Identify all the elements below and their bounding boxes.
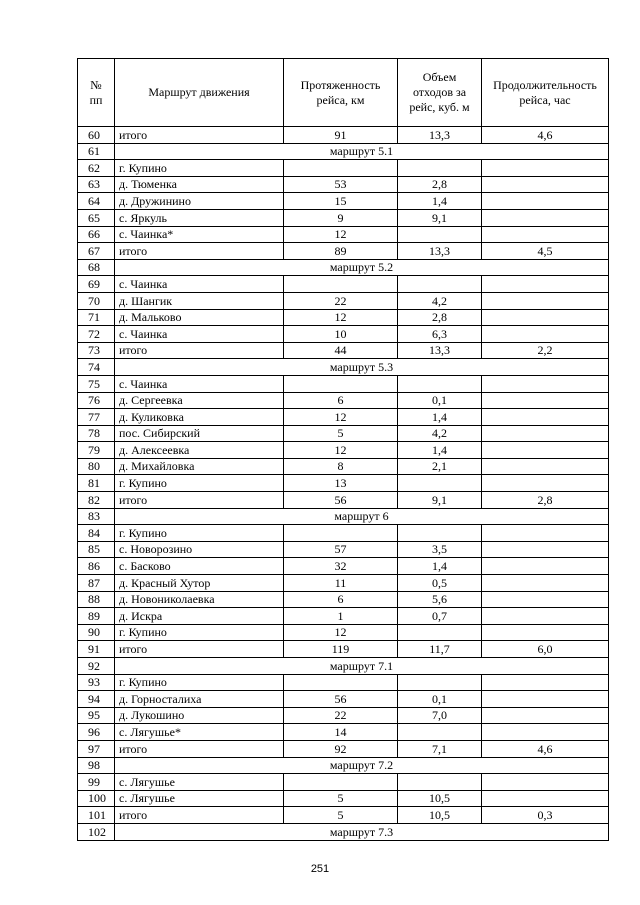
route-point: г. Купино: [115, 475, 284, 492]
waste-volume: 1,4: [398, 442, 482, 459]
table-row: [78, 458, 609, 475]
waste-volume: 10,5: [398, 790, 482, 807]
table-row: [78, 425, 609, 442]
trip-length: 22: [284, 707, 398, 724]
table-row: [78, 309, 609, 326]
page-number: 251: [310, 863, 330, 875]
row-number: 64: [78, 193, 115, 210]
route-point: д. Сергеевка: [115, 392, 284, 409]
row-number: 66: [78, 226, 115, 243]
table-row: [78, 475, 609, 492]
row-number: 88: [78, 591, 115, 608]
trip-duration: [482, 392, 609, 409]
route-point: итого: [115, 492, 284, 509]
trip-duration: [482, 276, 609, 293]
route-point: г. Купино: [115, 160, 284, 177]
trip-duration: 2,2: [482, 342, 609, 359]
trip-duration: [482, 624, 609, 641]
row-number: 100: [78, 790, 115, 807]
waste-volume: 5,6: [398, 591, 482, 608]
waste-volume: [398, 276, 482, 293]
waste-volume: [398, 475, 482, 492]
row-number: 70: [78, 292, 115, 309]
trip-length: 56: [284, 492, 398, 509]
waste-volume: 2,8: [398, 309, 482, 326]
row-number: 87: [78, 575, 115, 592]
trip-length: 44: [284, 342, 398, 359]
row-number: 97: [78, 740, 115, 757]
waste-volume: 13,3: [398, 243, 482, 260]
route-point: итого: [115, 243, 284, 260]
trip-duration: 4,6: [482, 740, 609, 757]
trip-duration: [482, 326, 609, 343]
route-point: с. Чаинка*: [115, 226, 284, 243]
route-point: д. Мальково: [115, 309, 284, 326]
total-row: [78, 127, 609, 144]
row-number: 95: [78, 707, 115, 724]
table-header-row: [78, 59, 609, 127]
row-number: 62: [78, 160, 115, 177]
row-number: 73: [78, 342, 115, 359]
row-number: 71: [78, 309, 115, 326]
trip-duration: [482, 409, 609, 426]
row-number: 68: [78, 259, 115, 276]
route-section-title: маршрут 7.3: [115, 823, 609, 840]
table-row: [78, 724, 609, 741]
waste-volume: 1,4: [398, 558, 482, 575]
trip-length: 89: [284, 243, 398, 260]
row-number: 75: [78, 375, 115, 392]
trip-length: 92: [284, 740, 398, 757]
trip-duration: 0,3: [482, 807, 609, 824]
trip-duration: [482, 790, 609, 807]
total-row: [78, 243, 609, 260]
table-row: [78, 209, 609, 226]
table-row: [78, 193, 609, 210]
route-section-title: маршрут 5.2: [115, 259, 609, 276]
header-volume: Объем отходов за рейс, куб. м: [398, 59, 482, 127]
route-section-title: маршрут 7.2: [115, 757, 609, 774]
table-row: [78, 160, 609, 177]
waste-volume: 7,1: [398, 740, 482, 757]
waste-volume: 11,7: [398, 641, 482, 658]
route-point: с. Чаинка: [115, 276, 284, 293]
route-point: д. Михайловка: [115, 458, 284, 475]
trip-length: [284, 674, 398, 691]
trip-duration: 4,6: [482, 127, 609, 144]
trip-duration: [482, 608, 609, 625]
row-number: 91: [78, 641, 115, 658]
waste-volume: 0,7: [398, 608, 482, 625]
total-row: [78, 641, 609, 658]
route-point: д. Дружинино: [115, 193, 284, 210]
waste-volume: [398, 160, 482, 177]
row-number: 81: [78, 475, 115, 492]
row-number: 65: [78, 209, 115, 226]
trip-length: 13: [284, 475, 398, 492]
route-point: д. Тюменка: [115, 176, 284, 193]
trip-length: 10: [284, 326, 398, 343]
waste-volume: [398, 226, 482, 243]
header-route: Маршрут движения: [115, 59, 284, 127]
routes-table: [77, 58, 609, 841]
trip-duration: 6,0: [482, 641, 609, 658]
row-number: 84: [78, 525, 115, 542]
waste-volume: [398, 624, 482, 641]
trip-duration: [482, 193, 609, 210]
total-row: [78, 740, 609, 757]
route-point: итого: [115, 740, 284, 757]
total-row: [78, 807, 609, 824]
row-number: 80: [78, 458, 115, 475]
waste-volume: [398, 525, 482, 542]
waste-volume: 13,3: [398, 342, 482, 359]
trip-duration: [482, 575, 609, 592]
trip-length: 8: [284, 458, 398, 475]
trip-length: 11: [284, 575, 398, 592]
route-point: итого: [115, 342, 284, 359]
waste-volume: 1,4: [398, 409, 482, 426]
route-point: с. Чаинка: [115, 375, 284, 392]
trip-length: 1: [284, 608, 398, 625]
row-number: 101: [78, 807, 115, 824]
route-point: д. Искра: [115, 608, 284, 625]
trip-length: 56: [284, 691, 398, 708]
route-point: д. Куликовка: [115, 409, 284, 426]
row-number: 77: [78, 409, 115, 426]
trip-duration: [482, 707, 609, 724]
trip-length: [284, 160, 398, 177]
trip-duration: [482, 774, 609, 791]
row-number: 89: [78, 608, 115, 625]
table-row: [78, 558, 609, 575]
waste-volume: 3,5: [398, 541, 482, 558]
waste-volume: 0,1: [398, 691, 482, 708]
route-section-row: [78, 359, 609, 376]
route-point: д. Горносталиха: [115, 691, 284, 708]
route-point: с. Чаинка: [115, 326, 284, 343]
route-section-row: [78, 757, 609, 774]
route-point: с. Басково: [115, 558, 284, 575]
row-number: 85: [78, 541, 115, 558]
row-number: 67: [78, 243, 115, 260]
trip-length: 6: [284, 392, 398, 409]
table-row: [78, 707, 609, 724]
trip-length: 22: [284, 292, 398, 309]
route-point: с. Лягушье: [115, 774, 284, 791]
total-row: [78, 492, 609, 509]
trip-duration: [482, 541, 609, 558]
waste-volume: 10,5: [398, 807, 482, 824]
route-section-row: [78, 658, 609, 675]
trip-length: 119: [284, 641, 398, 658]
trip-duration: [482, 425, 609, 442]
route-point: г. Купино: [115, 624, 284, 641]
row-number: 98: [78, 757, 115, 774]
waste-volume: [398, 724, 482, 741]
waste-volume: [398, 774, 482, 791]
trip-length: 12: [284, 442, 398, 459]
trip-duration: [482, 458, 609, 475]
waste-volume: 9,1: [398, 492, 482, 509]
table-row: [78, 392, 609, 409]
route-section-title: маршрут 5.1: [115, 143, 609, 160]
table-row: [78, 375, 609, 392]
trip-length: 6: [284, 591, 398, 608]
table-row: [78, 790, 609, 807]
route-section-row: [78, 823, 609, 840]
trip-duration: [482, 724, 609, 741]
trip-length: 14: [284, 724, 398, 741]
table-row: [78, 525, 609, 542]
trip-duration: [482, 209, 609, 226]
route-section-row: [78, 259, 609, 276]
waste-volume: 4,2: [398, 425, 482, 442]
route-point: г. Купино: [115, 674, 284, 691]
table-row: [78, 541, 609, 558]
table-row: [78, 442, 609, 459]
waste-volume: 2,8: [398, 176, 482, 193]
trip-duration: [482, 475, 609, 492]
route-point: д. Алексеевка: [115, 442, 284, 459]
waste-volume: 0,1: [398, 392, 482, 409]
header-length: Протяженность рейса, км: [284, 59, 398, 127]
table-row: [78, 409, 609, 426]
route-point: д. Новониколаевка: [115, 591, 284, 608]
route-point: г. Купино: [115, 525, 284, 542]
waste-volume: 2,1: [398, 458, 482, 475]
route-section-title: маршрут 6: [115, 508, 609, 525]
route-section-row: [78, 143, 609, 160]
table-row: [78, 176, 609, 193]
table-row: [78, 624, 609, 641]
trip-duration: [482, 525, 609, 542]
waste-volume: 0,5: [398, 575, 482, 592]
route-point: пос. Сибирский: [115, 425, 284, 442]
trip-duration: [482, 591, 609, 608]
table-row: [78, 226, 609, 243]
trip-length: 15: [284, 193, 398, 210]
table-row: [78, 326, 609, 343]
trip-length: 5: [284, 790, 398, 807]
row-number: 74: [78, 359, 115, 376]
route-point: д. Лукошино: [115, 707, 284, 724]
trip-duration: [482, 375, 609, 392]
trip-duration: [482, 691, 609, 708]
trip-length: 5: [284, 807, 398, 824]
route-point: д. Шангик: [115, 292, 284, 309]
row-number: 83: [78, 508, 115, 525]
route-point: итого: [115, 641, 284, 658]
trip-length: 9: [284, 209, 398, 226]
row-number: 72: [78, 326, 115, 343]
waste-volume: [398, 375, 482, 392]
trip-length: 91: [284, 127, 398, 144]
row-number: 76: [78, 392, 115, 409]
trip-duration: [482, 176, 609, 193]
route-point: д. Красный Хутор: [115, 575, 284, 592]
waste-volume: [398, 674, 482, 691]
waste-volume: 4,2: [398, 292, 482, 309]
trip-length: 57: [284, 541, 398, 558]
route-section-title: маршрут 5.3: [115, 359, 609, 376]
route-point: с. Лягушье: [115, 790, 284, 807]
waste-volume: 7,0: [398, 707, 482, 724]
trip-length: 5: [284, 425, 398, 442]
trip-duration: [482, 442, 609, 459]
route-point: с. Яркуль: [115, 209, 284, 226]
table-row: [78, 591, 609, 608]
row-number: 82: [78, 492, 115, 509]
header-duration: Продолжительность рейса, час: [482, 59, 609, 127]
trip-length: 53: [284, 176, 398, 193]
trip-length: [284, 525, 398, 542]
route-point: с. Лягушье*: [115, 724, 284, 741]
row-number: 99: [78, 774, 115, 791]
row-number: 102: [78, 823, 115, 840]
trip-duration: [482, 160, 609, 177]
row-number: 69: [78, 276, 115, 293]
route-point: итого: [115, 127, 284, 144]
trip-length: 32: [284, 558, 398, 575]
route-section-title: маршрут 7.1: [115, 658, 609, 675]
trip-duration: 2,8: [482, 492, 609, 509]
row-number: 61: [78, 143, 115, 160]
route-point: итого: [115, 807, 284, 824]
table-row: [78, 608, 609, 625]
table-row: [78, 276, 609, 293]
trip-duration: [482, 309, 609, 326]
trip-duration: [482, 674, 609, 691]
row-number: 90: [78, 624, 115, 641]
table-row: [78, 691, 609, 708]
row-number: 96: [78, 724, 115, 741]
row-number: 79: [78, 442, 115, 459]
trip-length: [284, 774, 398, 791]
total-row: [78, 342, 609, 359]
waste-volume: 9,1: [398, 209, 482, 226]
row-number: 78: [78, 425, 115, 442]
trip-length: 12: [284, 226, 398, 243]
row-number: 94: [78, 691, 115, 708]
trip-duration: [482, 292, 609, 309]
route-section-row: [78, 508, 609, 525]
row-number: 63: [78, 176, 115, 193]
row-number: 93: [78, 674, 115, 691]
route-point: с. Новорозино: [115, 541, 284, 558]
trip-duration: 4,5: [482, 243, 609, 260]
trip-length: 12: [284, 409, 398, 426]
table-row: [78, 292, 609, 309]
trip-length: 12: [284, 624, 398, 641]
table-row: [78, 774, 609, 791]
header-num: № пп: [78, 59, 115, 127]
row-number: 86: [78, 558, 115, 575]
trip-length: 12: [284, 309, 398, 326]
table-row: [78, 674, 609, 691]
trip-duration: [482, 226, 609, 243]
waste-volume: 6,3: [398, 326, 482, 343]
trip-length: [284, 375, 398, 392]
table-row: [78, 575, 609, 592]
trip-duration: [482, 558, 609, 575]
table-body: [78, 127, 609, 841]
row-number: 92: [78, 658, 115, 675]
waste-volume: 1,4: [398, 193, 482, 210]
waste-volume: 13,3: [398, 127, 482, 144]
row-number: 60: [78, 127, 115, 144]
trip-length: [284, 276, 398, 293]
